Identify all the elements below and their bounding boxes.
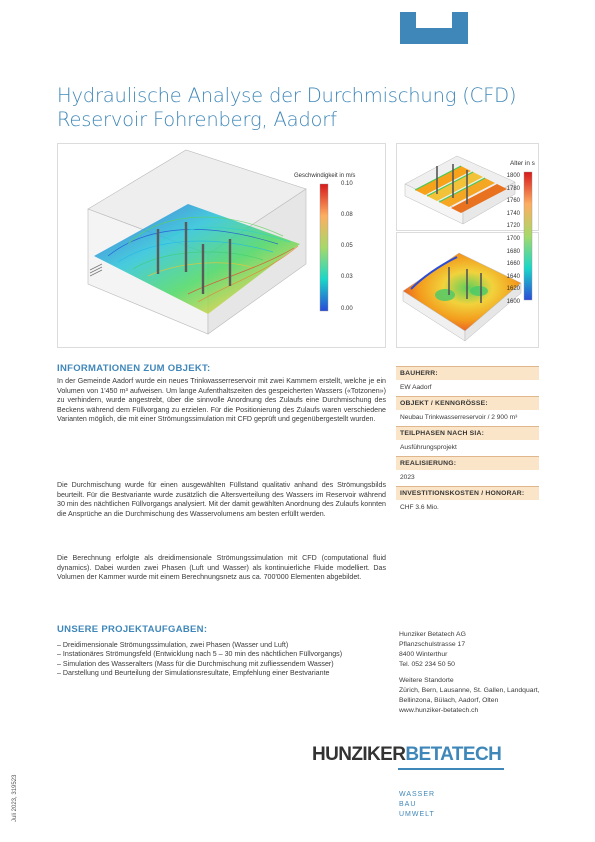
list-item: – Instationäres Strömungsfeld (Entwicklung nach 5 – 30 min des nächtlichen Füllvorgangs): [57, 650, 343, 659]
age-tick: 1620: [506, 286, 520, 293]
list-item: – Simulation des Wasseralters (Mass für die Durchmischung mit zufliessendem Wasser): [57, 659, 334, 668]
list-item: – Darstellung und Beurteilung der Simulationsresultate, Empfehlung einer Bestvariante: [57, 669, 330, 678]
age-color-bar: [522, 170, 534, 302]
age-tick: 1680: [506, 248, 520, 255]
date-reference: Juli 2023, 319523: [12, 774, 18, 822]
tasks-heading: UNSERE PROJEKTAUFGABEN:: [57, 624, 208, 635]
locations-heading: Weitere Standorte: [399, 677, 454, 684]
company-city: 8400 Winterthur: [399, 651, 448, 658]
locations-list: Zürich, Bern, Lausanne, St. Gallen, Landquart, Bellinzona, Bülach, Aadorf, Olten: [399, 687, 540, 704]
contact-block: [399, 630, 549, 716]
fact-value-phases: Ausführungsprojekt: [400, 444, 457, 451]
logo-underline: [398, 768, 504, 770]
age-tick: 1660: [506, 261, 520, 268]
age-tick: 1640: [506, 273, 520, 280]
velocity-tick: 0.05: [341, 243, 353, 249]
tagline: [399, 790, 435, 820]
velocity-simulation-figure: [57, 143, 386, 348]
age-tick: 1780: [506, 185, 520, 192]
info-paragraph-2: Die Durchmischung wurde für einen ausgewählten Füllstand qualitativ anhand des Strömungsbilds beurteilt. Für die Bestvariante wurde zusätzlich die Altersverteilung des Wassers im Reservoir während 30 min des nächtlichen Füllvorgangs analysiert. Mit der damit gewählten Anordnung des Zulaufs konnten die Ansprüche an die Durchmischung des Wasservolumens am besten erfüllt werden.: [57, 481, 386, 518]
age-tick: 1720: [506, 223, 520, 230]
company-phone: Tel. 052 234 50 50: [399, 661, 455, 668]
age-tick: 1760: [506, 198, 520, 205]
logo-part-2: BETATECH: [405, 744, 502, 765]
website-link[interactable]: www.hunziker-betatech.ch: [399, 707, 479, 714]
age-tick: 1800: [506, 173, 520, 179]
velocity-legend-title: Geschwindigkeit in m/s: [294, 173, 356, 179]
fact-value-realization: 2023: [400, 474, 415, 481]
project-facts: [396, 366, 539, 516]
fact-label-object: OBJEKT / KENNGRÖSSE:: [396, 396, 539, 410]
tagline-item: UMWELT: [399, 811, 435, 818]
company-logo: [312, 744, 501, 770]
tagline-item: BAU: [399, 801, 417, 808]
fact-label-client: BAUHERR:: [396, 366, 539, 380]
company-name: Hunziker Betatech AG: [399, 631, 466, 638]
age-tick: 1700: [506, 235, 520, 242]
age-tick: 1600: [506, 298, 520, 305]
title-line-1: Hydraulische Analyse der Durchmischung (CFD): [57, 84, 517, 107]
velocity-tick: 0.10: [341, 181, 353, 187]
velocity-tick: 0.03: [341, 274, 353, 280]
fact-label-costs: INVESTITIONSKOSTEN / HONORAR:: [396, 486, 539, 500]
velocity-tick: 0.00: [341, 306, 353, 312]
fact-value-object: Neubau Trinkwasserreservoir / 2 900 m³: [400, 414, 518, 421]
velocity-tick: 0.08: [341, 212, 353, 218]
page-title: [57, 84, 557, 132]
fact-label-realization: REALISIERUNG:: [396, 456, 539, 470]
fact-value-costs: CHF 3.6 Mio.: [400, 504, 439, 511]
logo-part-1: HUNZIKER: [312, 744, 406, 765]
age-legend-title: Alter in s: [510, 160, 535, 167]
fact-value-client: EW Aadorf: [400, 384, 432, 391]
company-street: Pflanzschulstrasse 17: [399, 641, 466, 648]
info-heading: INFORMATIONEN ZUM OBJEKT:: [57, 363, 211, 374]
tagline-item: WASSER: [399, 791, 436, 798]
title-line-2: Reservoir Fohrenberg, Aadorf: [57, 108, 337, 131]
fact-label-phases: TEILPHASEN NACH SIA:: [396, 426, 539, 440]
brand-mark-icon: [400, 12, 468, 44]
info-paragraph-1: In der Gemeinde Aadorf wurde ein neues Trinkwasserreservoir mit zwei Kammern erstellt, welche je ein Volumen von 1'450 m³ aufweisen. Um lange Aufenthaltszeiten des gespeicherten Wassers («Totzonen») zu verhindern, wurde angestrebt, über die sinnvolle Anordnung des Zulaufs eine Durchmischung des Beckens während dem Füllvorgang zu erzielen. Für die Positionierung des Zulaufs waren verschiedene Varianten möglich, die mit einer Strömungssimulation mit CFD geprüft und gegenübergestellt wurden.: [57, 377, 386, 424]
age-ticks: [505, 170, 520, 309]
info-paragraph-3: Die Berechnung erfolgte als dreidimensionale Strömungssimulation mit CFD (computational fluid dynamics). Dabei wurden zwei Phasen (Luft und Wasser) als kontinuierliche Fluide modelliert. Das Volumen der Kammer wurde mit einem Berechnungsnetz aus ca. 700'000 Elementen abgebildet.: [57, 554, 386, 582]
list-item: – Dreidimensionale Strömungssimulation, zwei Phasen (Wasser und Luft): [57, 641, 289, 649]
tasks-list: [57, 641, 386, 679]
age-tick: 1740: [506, 210, 520, 217]
